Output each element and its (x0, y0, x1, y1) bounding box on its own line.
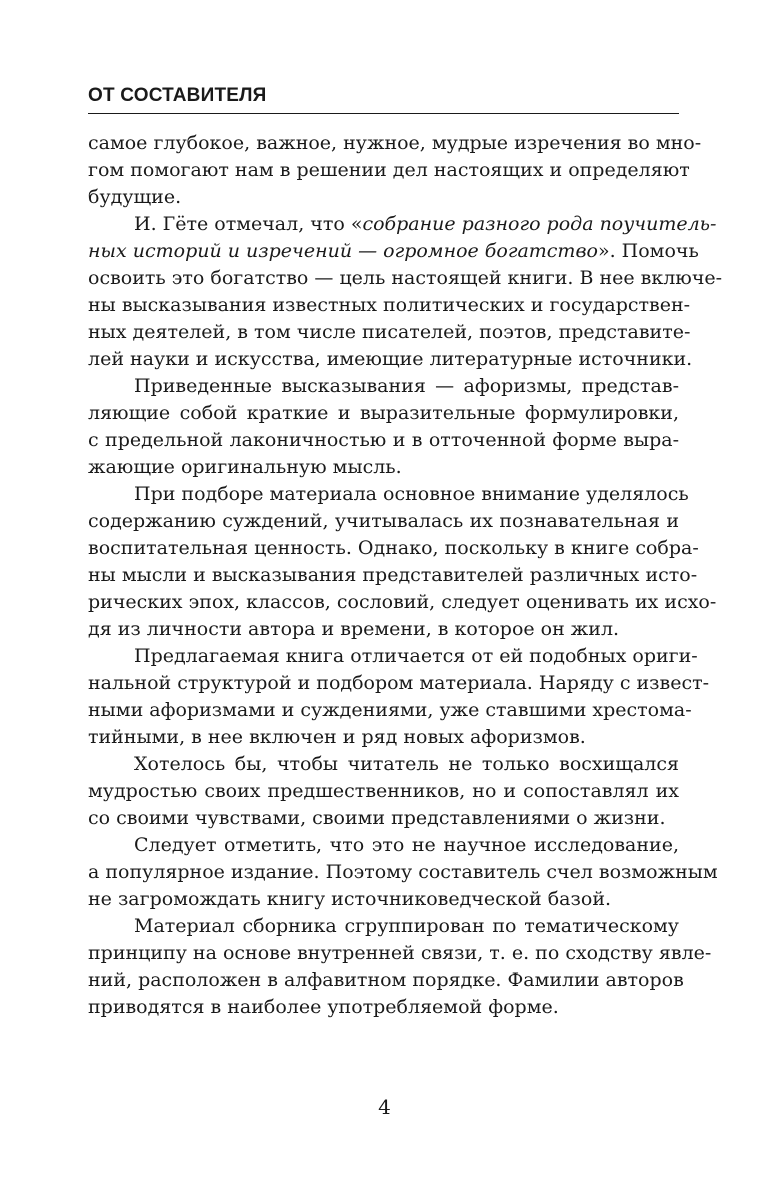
text-line: ляющие собой краткие и выразительные формулировки, (88, 402, 679, 424)
text-line: освоить это богатство — цель настоящей книги. В нее включе- (88, 267, 723, 289)
text-line: с предельной лаконичностью и в отточенной форме выра- (88, 429, 679, 451)
text-line: ными афоризмами и суждениями, уже ставшими хрестома- (88, 699, 692, 721)
paragraph (88, 913, 712, 1021)
text-line: мудростью своих предшественников, но и сопоставлял их (88, 780, 679, 802)
text-line: жающие оригинальную мысль. (88, 456, 402, 478)
italic-quote: ных историй и изречений — огромное богатство (88, 240, 598, 262)
page-number: 4 (378, 1095, 391, 1119)
text-line: Материал сборника сгруппирован по тематическому (134, 915, 679, 937)
italic-quote: собрание разного рода поучитель- (362, 213, 717, 235)
text-line: самое глубокое, важное, нужное, мудрые изречения во мно- (88, 132, 702, 154)
text-line: рических эпох, классов, сословий, следует оценивать их исхо- (88, 591, 717, 613)
text-line: принципу на основе внутренней связи, т. е. по сходству явле- (88, 942, 712, 964)
text-segment: ». Помочь (597, 240, 699, 262)
text-line: Хотелось бы, чтобы читатель не только восхищался (134, 753, 679, 775)
text-line: Следует отметить, что это не научное исследование, (134, 834, 679, 856)
text-line: лей науки и искусства, имеющие литературные источники. (88, 348, 693, 370)
text-line: ний, расположен в алфавитном порядке. Фамилии авторов (88, 969, 684, 991)
text-line: Приведенные высказывания — афоризмы, представ- (134, 375, 679, 397)
text-line (88, 211, 717, 238)
paragraph (88, 130, 702, 211)
text-segment: И. Гёте отмечал, что « (134, 213, 363, 235)
text-line: а популярное издание. Поэтому составитель счел возможным (88, 861, 718, 883)
paragraph (88, 832, 718, 913)
header-rule (88, 113, 679, 114)
text-line: со своими чувствами, своими представлениями о жизни. (88, 807, 666, 829)
paragraph (88, 481, 717, 643)
text-line: ны высказывания известных политических и государствен- (88, 294, 691, 316)
paragraph (88, 751, 679, 832)
text-line: воспитательная ценность. Однако, поскольку в книге собра- (88, 537, 699, 559)
text-line: будущие. (88, 186, 182, 208)
text-line: нальной структурой и подбором материала. Наряду с извест- (88, 672, 710, 694)
text-line: приводятся в наиболее употребляемой форме. (88, 996, 559, 1018)
body-text (88, 130, 723, 1021)
text-line: При подборе материала основное внимание уделялось (134, 483, 689, 505)
paragraph (88, 211, 723, 373)
paragraph (88, 643, 710, 751)
running-header: ОТ СОСТАВИТЕЛЯ (88, 85, 267, 106)
text-line: дя из личности автора и времени, в которое он жил. (88, 618, 620, 640)
text-line: содержанию суждений, учитывалась их познавательная и (88, 510, 679, 532)
text-line: Предлагаемая книга отличается от ей подобных ориги- (134, 645, 698, 667)
paragraph (88, 373, 679, 481)
text-line (88, 238, 699, 265)
text-line: ных деятелей, в том числе писателей, поэтов, представите- (88, 321, 691, 343)
text-line: гом помогают нам в решении дел настоящих и определяют (88, 159, 690, 181)
text-line: не загромождать книгу источниковедческой базой. (88, 888, 612, 910)
text-line: тийными, в нее включен и ряд новых афоризмов. (88, 726, 586, 748)
text-line: ны мысли и высказывания представителей различных исто- (88, 564, 698, 586)
